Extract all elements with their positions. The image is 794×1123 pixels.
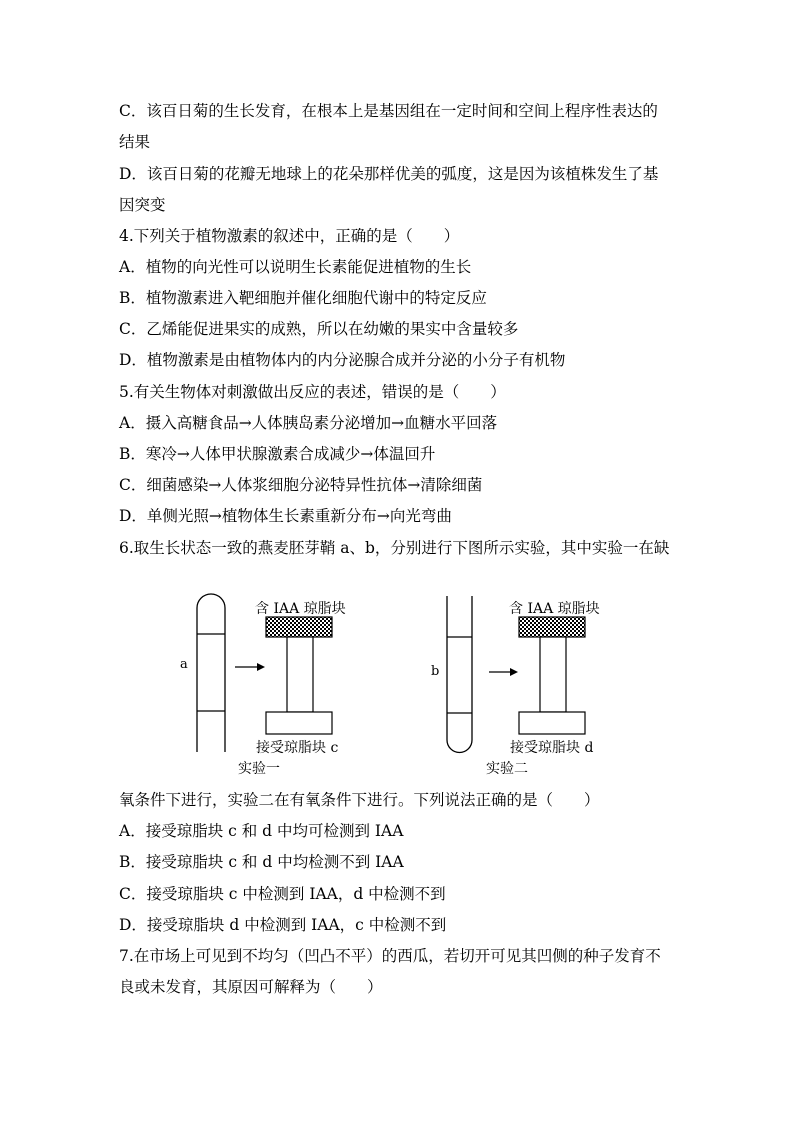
- option-d-q3-line2: 因突变: [119, 196, 166, 214]
- question-6-stem-line2: 氧条件下进行，实验二在有氧条件下进行。下列说法正确的是（ ）: [119, 791, 600, 809]
- q5-option-a: A．摄入高糖食品→人体胰岛素分泌增加→血糖水平回落: [119, 414, 498, 432]
- question-4-stem: 4.下列关于植物激素的叙述中，正确的是（ ）: [119, 227, 460, 245]
- question-5-stem: 5.有关生物体对刺激做出反应的表述，错误的是（ ）: [119, 383, 506, 401]
- option-c-q3-line2: 结果: [119, 133, 151, 151]
- receiver-agar-block-c: [266, 712, 332, 734]
- q6-option-d: D．接受琼脂块 d 中检测到 IAA，c 中检测不到: [119, 916, 447, 934]
- question-6-stem-line1: 6.取生长状态一致的燕麦胚芽鞘 a、b，分别进行下图所示实验，其中实验一在缺: [119, 539, 670, 557]
- donor-agar-block-2: [519, 617, 585, 637]
- receiver-block-label-c: 接受琼脂块 c: [256, 740, 339, 756]
- experiment-figure: [0, 580, 794, 780]
- receiver-block-label-d: 接受琼脂块 d: [510, 740, 594, 756]
- seedling-b-label: b: [431, 664, 440, 679]
- option-c-q3-line1: C．该百日菊的生长发育，在根本上是基因组在一定时间和空间上程序性表达的: [119, 102, 658, 120]
- q6-option-c: C．接受琼脂块 c 中检测到 IAA，d 中检测不到: [119, 885, 446, 903]
- question-7-stem-line2: 良或未发育，其原因可解释为（ ）: [119, 978, 383, 996]
- caption-exp1: 实验一: [238, 761, 280, 777]
- seedling-a-label: a: [180, 657, 188, 672]
- question-7-stem-line1: 7.在市场上可见到不均匀（凹凸不平）的西瓜，若切开可见其凹侧的种子发育不: [119, 947, 661, 965]
- seedling-b: [447, 596, 472, 753]
- q4-option-b: B．植物激素进入靶细胞并催化细胞代谢中的特定反应: [119, 289, 487, 307]
- donor-block-label-2: 含 IAA 琼脂块: [509, 601, 600, 617]
- q4-option-a: A．植物的向光性可以说明生长素能促进植物的生长: [119, 258, 472, 276]
- receiver-agar-block-d: [519, 712, 585, 734]
- segment-1: [287, 637, 313, 712]
- q5-option-c: C．细菌感染→人体浆细胞分泌特异性抗体→清除细菌: [119, 476, 483, 494]
- caption-exp2: 实验二: [486, 761, 528, 777]
- donor-agar-block-1: [266, 617, 332, 637]
- segment-2: [540, 637, 566, 712]
- q4-option-c: C．乙烯能促进果实的成熟，所以在幼嫩的果实中含量较多: [119, 320, 519, 338]
- seedling-a: [197, 594, 225, 752]
- q4-option-d: D．植物激素是由植物体内的内分泌腺合成并分泌的小分子有机物: [119, 351, 566, 369]
- option-d-q3-line1: D．该百日菊的花瓣无地球上的花朵那样优美的弧度，这是因为该植株发生了基: [119, 165, 659, 183]
- donor-block-label-1: 含 IAA 琼脂块: [255, 601, 346, 617]
- arrow-exp2: [489, 668, 518, 676]
- q5-option-b: B．寒冷→人体甲状腺激素合成减少→体温回升: [119, 445, 436, 463]
- q6-option-a: A．接受琼脂块 c 和 d 中均可检测到 IAA: [119, 822, 404, 840]
- arrow-exp1: [235, 663, 265, 671]
- q6-option-b: B．接受琼脂块 c 和 d 中均检测不到 IAA: [119, 853, 404, 871]
- q5-option-d: D．单侧光照→植物体生长素重新分布→向光弯曲: [119, 507, 452, 525]
